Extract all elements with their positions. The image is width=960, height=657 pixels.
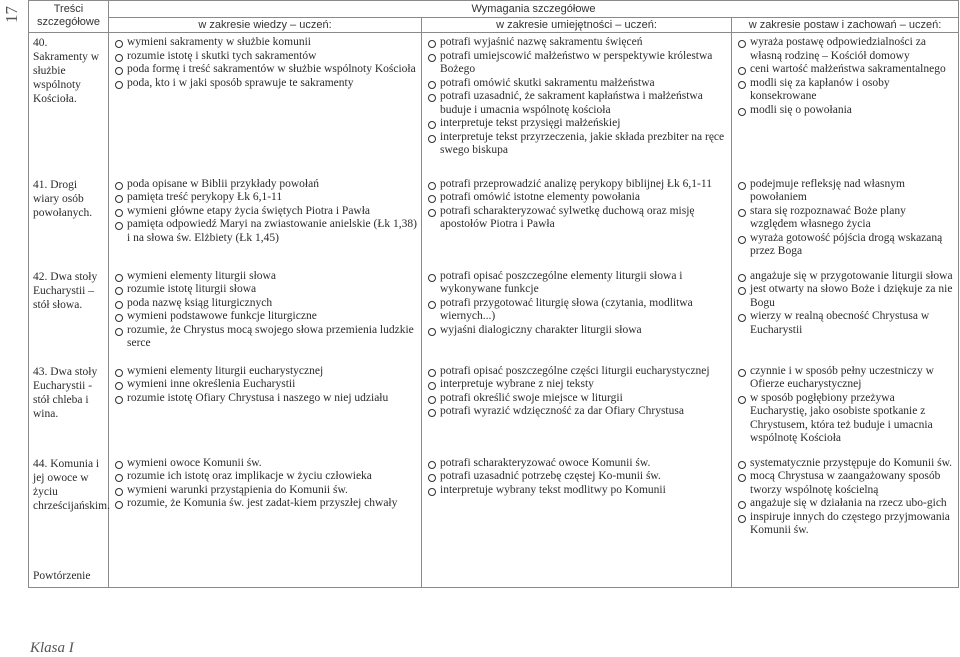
table-row <box>29 454 959 566</box>
list-item: rozumie, że Chrystus mocą swojego słowa przemienia ludzkie serce <box>113 324 417 351</box>
requirements-table <box>28 0 959 588</box>
header-knowledge: w zakresie wiedzy – uczeń: <box>109 18 422 33</box>
list-item: ceni wartość małżeństwa sakramentalnego <box>736 63 954 77</box>
list-item: potrafi uzasadnić, że sakrament kapłaństwa i małżeństwa buduje i umacnia wspólnotę kościoła <box>426 90 727 117</box>
attitudes-list <box>732 175 958 259</box>
list-item: wymieni podstawowe funkcje liturgiczne <box>113 310 417 324</box>
skills-cell <box>422 362 732 454</box>
list-item: potrafi przygotować liturgię słowa (czytania, modlitwa wiernych...) <box>426 297 727 324</box>
topic-cell: 43. Dwa stoły Eucharystii - stół chleba i wina. <box>29 362 109 454</box>
list-item: potrafi opisać poszczególne części liturgii eucharystycznej <box>426 365 727 379</box>
list-item: wyraża gotowość pójścia drogą wskazaną przez Boga <box>736 232 954 259</box>
topic-cell: 41. Drogi wiary osób powołanych. <box>29 175 109 267</box>
header-topics: Treści szczegółowe <box>29 1 109 33</box>
skills-cell <box>422 175 732 267</box>
header-attitudes: w zakresie postaw i zachowań – uczeń: <box>732 18 959 33</box>
skills-list <box>422 362 731 419</box>
list-item: poda, kto i w jaki sposób sprawuje te sakramenty <box>113 77 417 91</box>
list-item: interpretuje tekst przysięgi małżeńskiej <box>426 117 727 131</box>
list-item: rozumie istotę i skutki tych sakramentów <box>113 50 417 64</box>
list-item: angażuje się w przygotowanie liturgii słowa <box>736 270 954 284</box>
list-item: wymieni owoce Komunii św. <box>113 457 417 471</box>
list-item: w sposób pogłębiony przeżywa Eucharystię, jako osobiste spotkanie z Chrystusem, która też buduje i umacnia wspólnotę Kościoła <box>736 392 954 446</box>
list-item: modli się za kapłanów i osoby konsekrowane <box>736 77 954 104</box>
knowledge-cell <box>109 362 422 454</box>
skills-list <box>422 566 731 569</box>
list-item: pamięta odpowiedź Maryi na zwiastowanie anielskie (Łk 1,38) i na słowa św. Elżbiety (Łk 1,45) <box>113 218 417 245</box>
knowledge-cell <box>109 175 422 267</box>
list-item: potrafi wyjaśnić nazwę sakramentu święceń <box>426 36 727 50</box>
list-item: potrafi określić swoje miejsce w liturgii <box>426 392 727 406</box>
topic-cell: 44. Komunia i jej owoce w życiu chrześcijańskim. <box>29 454 109 566</box>
list-item: mocą Chrystusa w zaangażowany sposób tworzy wspólnotę kościelną <box>736 470 954 497</box>
list-item: potrafi umiejscowić małżeństwo w perspektywie królestwa Bożego <box>426 50 727 77</box>
list-item: stara się rozpoznawać Boże plany względem własnego życia <box>736 205 954 232</box>
knowledge-list <box>109 362 421 406</box>
topic-cell: 42. Dwa stoły Eucharystii – stół słowa. <box>29 267 109 362</box>
attitudes-list <box>732 267 958 338</box>
header-skills: w zakresie umiejętności – uczeń: <box>422 18 732 33</box>
list-item: systematycznie przystępuje do Komunii św. <box>736 457 954 471</box>
list-item: pamięta treść perykopy Łk 6,1-11 <box>113 191 417 205</box>
attitudes-cell <box>732 566 959 588</box>
list-item: inspiruje innych do częstego przyjmowania Komunii św. <box>736 511 954 538</box>
knowledge-list <box>109 566 421 569</box>
knowledge-list <box>109 267 421 351</box>
knowledge-cell <box>109 454 422 566</box>
list-item: potrafi przeprowadzić analizę perykopy biblijnej Łk 6,1-11 <box>426 178 727 192</box>
list-item: podejmuje refleksję nad własnym powołaniem <box>736 178 954 205</box>
list-item: wierzy w realną obecność Chrystusa w Eucharystii <box>736 310 954 337</box>
skills-cell <box>422 566 732 588</box>
table-row <box>29 566 959 588</box>
list-item: angażuje się w działania na rzecz ubo-gich <box>736 497 954 511</box>
attitudes-list <box>732 566 958 569</box>
table-row <box>29 33 959 175</box>
attitudes-list <box>732 362 958 446</box>
list-item: potrafi scharakteryzować sylwetkę duchową oraz misję apostołów Piotra i Pawła <box>426 205 727 232</box>
header-requirements: Wymagania szczegółowe <box>109 1 959 18</box>
list-item: rozumie, że Komunia św. jest zadat-kiem przyszłej chwały <box>113 497 417 511</box>
table-row <box>29 362 959 454</box>
table-row <box>29 267 959 362</box>
list-item: wymieni warunki przystąpienia do Komunii św. <box>113 484 417 498</box>
skills-cell <box>422 267 732 362</box>
skills-list <box>422 454 731 498</box>
list-item: modli się o powołania <box>736 104 954 118</box>
knowledge-list <box>109 175 421 246</box>
attitudes-cell <box>732 175 959 267</box>
list-item: jest otwarty na słowo Boże i dziękuje za nie Bogu <box>736 283 954 310</box>
list-item: potrafi omówić skutki sakramentu małżeństwa <box>426 77 727 91</box>
attitudes-cell <box>732 362 959 454</box>
attitudes-cell <box>732 267 959 362</box>
footer-class-label: Klasa I <box>30 640 74 656</box>
page-number: 17 <box>2 6 21 23</box>
list-item: rozumie ich istotę oraz implikacje w życiu człowieka <box>113 470 417 484</box>
list-item: rozumie istotę Ofiary Chrystusa i naszego w niej udziału <box>113 392 417 406</box>
list-item: poda opisane w Biblii przykłady powołań <box>113 178 417 192</box>
knowledge-cell <box>109 33 422 175</box>
list-item: potrafi uzasadnić potrzebę częstej Ko-munii św. <box>426 470 727 484</box>
attitudes-list <box>732 33 958 117</box>
knowledge-cell <box>109 267 422 362</box>
list-item: potrafi wyrazić wdzięczność za dar Ofiary Chrystusa <box>426 405 727 419</box>
list-item: wymieni sakramenty w służbie komunii <box>113 36 417 50</box>
knowledge-list <box>109 454 421 511</box>
skills-list <box>422 175 731 232</box>
list-item: interpretuje wybrany tekst modlitwy po Komunii <box>426 484 727 498</box>
list-item: potrafi opisać poszczególne elementy liturgii słowa i wykonywane funkcje <box>426 270 727 297</box>
list-item: wyjaśni dialogiczny charakter liturgii słowa <box>426 324 727 338</box>
list-item: wyraża postawę odpowiedzialności za własną rodzinę – Kościół domowy <box>736 36 954 63</box>
knowledge-list <box>109 33 421 90</box>
list-item: interpretuje wybrane z niej teksty <box>426 378 727 392</box>
list-item: rozumie istotę liturgii słowa <box>113 283 417 297</box>
list-item: wymieni elementy liturgii eucharystycznej <box>113 365 417 379</box>
knowledge-cell <box>109 566 422 588</box>
skills-list <box>422 267 731 338</box>
list-item: potrafi scharakteryzować owoce Komunii św. <box>426 457 727 471</box>
topic-cell: Powtórzenie <box>29 566 109 588</box>
list-item: wymieni inne określenia Eucharystii <box>113 378 417 392</box>
attitudes-cell <box>732 33 959 175</box>
skills-cell <box>422 454 732 566</box>
list-item: wymieni główne etapy życia świętych Piotra i Pawła <box>113 205 417 219</box>
list-item: potrafi omówić istotne elementy powołania <box>426 191 727 205</box>
topic-cell: 40. Sakramenty w służbie wspólnoty Kościoła. <box>29 33 109 175</box>
table-row <box>29 175 959 267</box>
attitudes-cell <box>732 454 959 566</box>
list-item: czynnie i w sposób pełny uczestniczy w Ofierze eucharystycznej <box>736 365 954 392</box>
skills-cell <box>422 33 732 175</box>
list-item: poda nazwę ksiąg liturgicznych <box>113 297 417 311</box>
list-item: poda formę i treść sakramentów w służbie wspólnoty Kościoła <box>113 63 417 77</box>
list-item: interpretuje tekst przyrzeczenia, jakie składa prezbiter na ręce swego biskupa <box>426 131 727 158</box>
attitudes-list <box>732 454 958 538</box>
skills-list <box>422 33 731 158</box>
list-item: wymieni elementy liturgii słowa <box>113 270 417 284</box>
